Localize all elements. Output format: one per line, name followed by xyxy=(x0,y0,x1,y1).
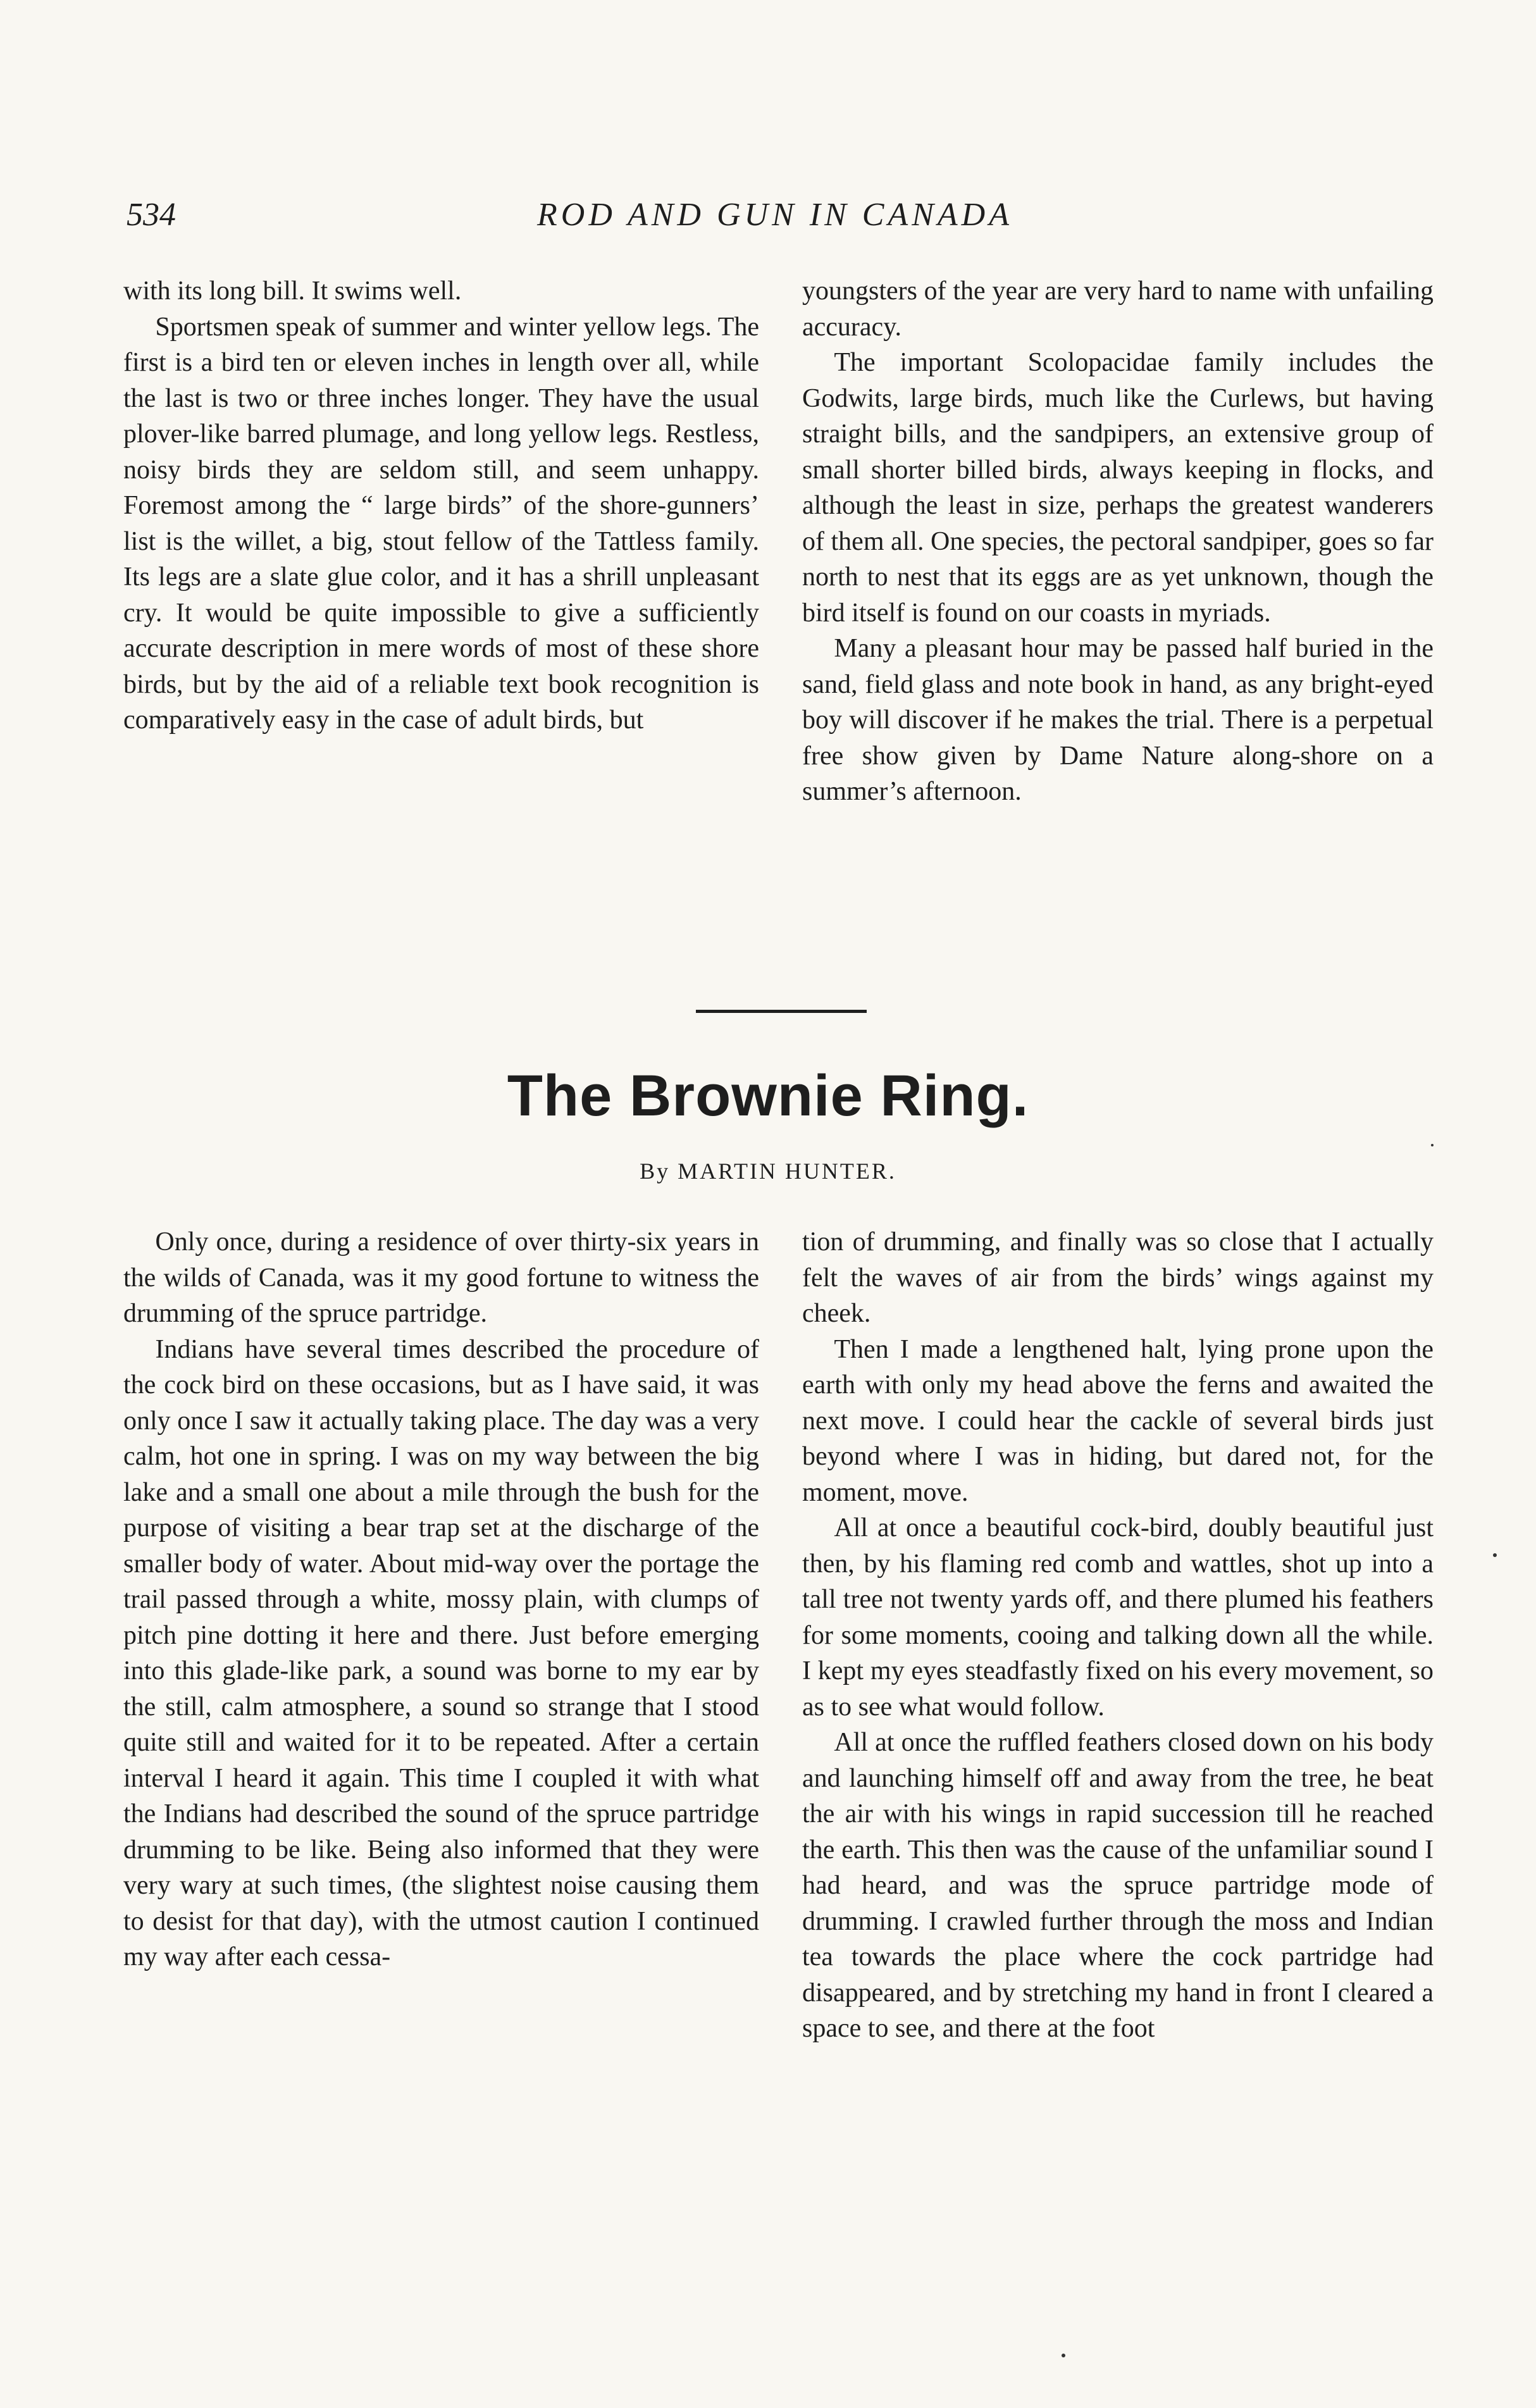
paragraph: Then I made a lengthened halt, lying prone upon the earth with only my head above the ferns and awaited the next move. I could hear the cackle of several birds just beyond where I was in hiding, but dared not, for the moment, move. xyxy=(802,1334,1434,1507)
page-number: 534 xyxy=(127,197,176,233)
byline: By MARTIN HUNTER. xyxy=(640,1158,896,1184)
section-divider-rule xyxy=(696,1010,867,1013)
paragraph: Many a pleasant hour may be passed half buried in the sand, field glass and note book in hand, as any bright-eyed boy will discover if he makes the trial. There is a perpetual free show given by Dame Nature along-shore on a summer’s afternoon. xyxy=(802,634,1434,806)
running-head xyxy=(127,190,1423,247)
paragraph: tion of drumming, and finally was so close that I actually felt the waves of air from the birds’ wings against my cheek. xyxy=(802,1227,1434,1328)
paragraph: Only once, during a residence of over thirty-six years in the wilds of Canada, was it my good fortune to witness the drumming of the spruce partridge. xyxy=(123,1227,759,1328)
previous-article-left-column xyxy=(123,273,759,738)
article-left-column xyxy=(123,1224,759,1975)
print-speck xyxy=(1431,1144,1434,1146)
paragraph: Indians have several times described the procedure of the cock bird on these occasions, but as I have said, it was only once I saw it actually taking place. The day was a very calm, hot one in spring. I was on my way between the big lake and a small one about a mile through the bush for the purpose of visiting a bear trap set at the discharge of the smaller body of water. About mid-way over the portage the trail passed through a white, mossy plain, with clumps of pitch pine dotting it here and there. Just before emerging into this glade-like park, a sound was borne to my ear by the still, calm atmosphere, a sound so strange that I stood quite still and waited for it to be repeated. After a certain interval I heard it again. This time I coupled it with what the Indians had described the sound of the spruce partridge drumming to be like. Being also informed that they were very wary at such times, (the slightest noise causing them to desist for that day), with the utmost caution I continued my way after each cessa- xyxy=(123,1334,759,1971)
print-speck xyxy=(1062,2354,1065,2357)
paragraph: with its long bill. It swims well. xyxy=(123,276,462,306)
article-right-column xyxy=(802,1224,1434,2047)
previous-article-right-column xyxy=(802,273,1434,810)
journal-title: ROD AND GUN IN CANADA xyxy=(537,197,1013,233)
article-title: The Brownie Ring. xyxy=(507,1064,1029,1128)
paragraph: The important Scolopacidae family includes the Godwits, large birds, much like the Curlews, but having straight bills, and the sandpipers, an extensive group of small shorter billed birds, always keeping in flocks, and although the least in size, perhaps the greatest wanderers of them all. One species, the pectoral sandpiper, goes so far north to nest that its eggs are as yet unknown, though the bird itself is found on our coasts in myriads. xyxy=(802,348,1434,628)
paragraph: All at once a beautiful cock-bird, doubly beautiful just then, by his flaming red comb and wattles, shot up into a tall tree not twenty yards off, and there plumed his feathers for some moments, cooing and talking down all the while. I kept my eyes steadfastly fixed on his every movement, so as to see what would follow. xyxy=(802,1513,1434,1722)
paragraph: Sportsmen speak of summer and winter yellow legs. The first is a bird ten or eleven inches in length over all, while the last is two or three inches longer. They have the usual plover-like barred plumage, and long yellow legs. Restless, noisy birds they are seldom still, and seem unhappy. Foremost among the “ large birds” of the shore-gunners’ list is the willet, a big, stout fellow of the Tattless family. Its legs are a slate glue color, and it has a shrill unpleasant cry. It would be quite impossible to give a sufficiently accurate description in mere words of most of these shore birds, but by the aid of a reliable text book recognition is comparatively easy in the case of adult birds, but xyxy=(123,312,759,735)
paragraph: All at once the ruffled feathers closed down on his body and launching himself off and away from the tree, he beat the air with his wings in rapid succession till he reached the earth. This then was the cause of the unfamiliar sound I had heard, and was the spruce partridge mode of drumming. I crawled further through the moss and Indian tea towards the place where the cock partridge had disappeared, and by stretching my hand in front I cleared a space to see, and there at the foot xyxy=(802,1728,1434,2043)
print-speck xyxy=(1493,1553,1497,1557)
paragraph: youngsters of the year are very hard to name with unfailing accuracy. xyxy=(802,276,1434,342)
